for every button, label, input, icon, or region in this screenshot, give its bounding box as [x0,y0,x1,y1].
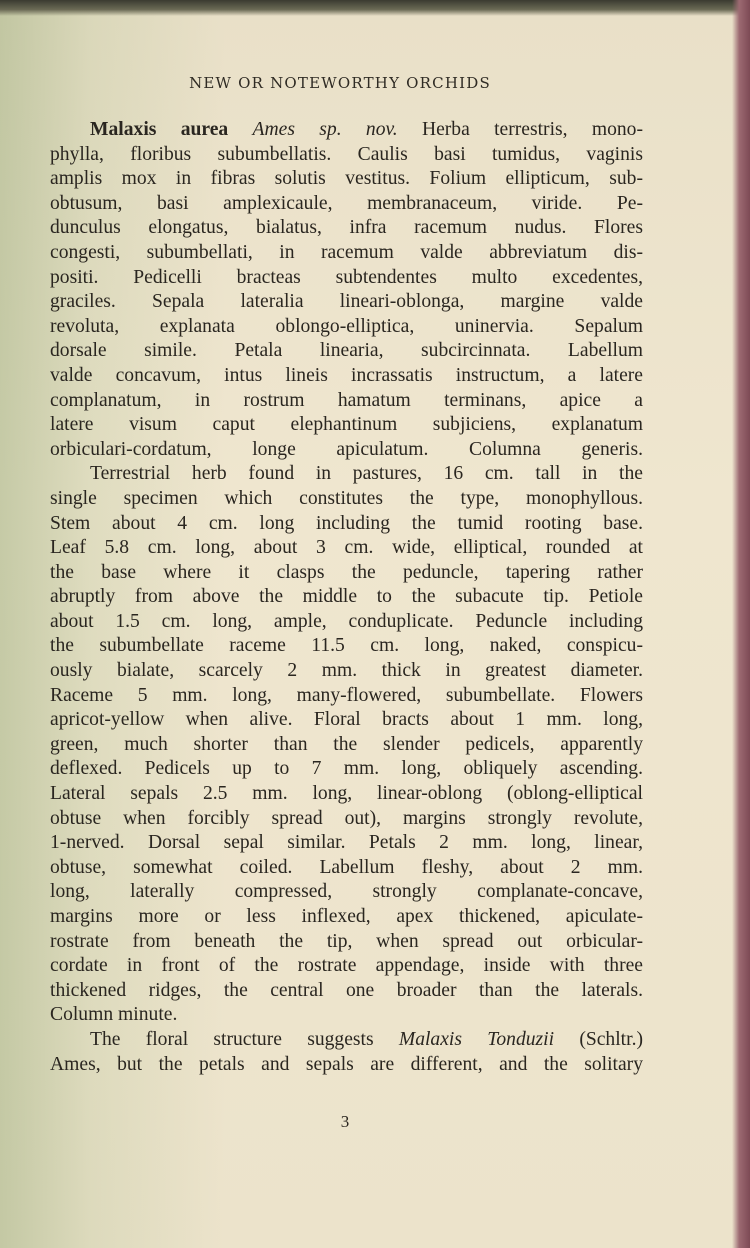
text-line: the subumbellate raceme 11.5 cm. long, naked, conspicu- [50,635,643,657]
text-line: apricot-yellow when alive. Floral bracts about 1 mm. long, [50,709,643,731]
text-line: deflexed. Pedicels up to 7 mm. long, obliquely ascending. [50,758,643,780]
related-species-name: Malaxis Tonduzii [398,1028,555,1050]
text-line: rostrate from beneath the tip, when spread out orbicular- [50,930,643,952]
text-line: about 1.5 cm. long, ample, conduplicate. Peduncle including [50,610,643,632]
text-line: phylla, floribus subumbellatis. Caulis basi tumidus, vaginis [50,143,643,165]
text-line: single specimen which constitutes the type, monophyllous. [50,487,643,509]
text-line: Ames, but the petals and sepals are different, and the solitary [50,1053,643,1075]
text-line: positi. Pedicelli bracteas subtendentes multo excedentes, [50,266,643,288]
page-number: 3 [340,1112,350,1131]
text-line: amplis mox in fibras solutis vestitus. Folium ellipticum, sub- [50,168,643,190]
text-line: 1-nerved. Dorsal sepal similar. Petals 2 mm. long, linear, [50,832,643,854]
text-line: Raceme 5 mm. long, many-flowered, subumbellate. Flowers [50,684,643,706]
species-authority: Ames sp. nov. [252,119,398,140]
text-line: abruptly from above the middle to the subacute tip. Petiole [50,586,643,608]
text-line: obtuse when forcibly spread out), margins strongly revolute, [50,807,643,829]
text-line: revoluta, explanata oblongo-elliptica, uninervia. Sepalum [50,315,643,337]
line-text: Herba terrestris, mono- [397,119,644,140]
text-line: long, laterally compressed, strongly complanate-concave, [50,881,643,903]
text-line: Lateral sepals 2.5 mm. long, linear-oblong (oblong-elliptical [50,783,643,805]
text-line: Stem about 4 cm. long including the tumid rooting base. [50,512,643,534]
text-line: ously bialate, scarcely 2 mm. thick in greatest diameter. [50,660,643,682]
text-line: obtusum, basi amplexicaule, membranaceum, viride. Pe- [50,192,643,214]
comparison-paragraph [50,1028,643,1077]
species-name: Malaxis aurea [90,119,229,140]
text-line: the base where it clasps the peduncle, tapering rather [50,561,643,583]
text-line: obtuse, somewhat coiled. Labellum fleshy, about 2 mm. [50,856,643,878]
text-line: green, much shorter than the slender pedicels, apparently [50,733,643,755]
text-line: congesti, subumbellati, in racemum valde abbreviatum dis- [50,241,643,263]
text-line: dorsale simile. Petala linearia, subcircinnata. Labellum [50,340,643,362]
text-line: cordate in front of the rostrate appendage, inside with three [50,955,643,977]
text-line: latere visum caput elephantinum subjiciens, explanatum [50,414,643,436]
latin-description-paragraph [50,118,643,462]
text-line: Terrestrial herb found in pastures, 16 cm. tall in the [90,463,643,485]
text-line: valde concavum, intus lineis incrassatis instructum, a latere [50,364,643,386]
text-line: graciles. Sepala lateralia lineari-oblonga, margine valde [50,291,643,313]
running-head: NEW OR NOTEWORTHY ORCHIDS [189,74,491,92]
line-text: The floral structure suggests [90,1028,399,1050]
text-line: complanatum, in rostrum hamatum terminans, apice a [50,389,643,411]
text-line: margins more or less inflexed, apex thickened, apiculate- [50,906,643,927]
text-line: dunculus elongatus, bialatus, infra racemum nudus. Flores [50,217,643,239]
text-line [50,118,643,143]
line-text: (Schltr.) [554,1028,643,1050]
page-top-shadow [0,0,750,16]
book-cover-edge [732,0,750,1248]
text-line: Leaf 5.8 cm. long, about 3 cm. wide, elliptical, rounded at [50,537,643,559]
text-line: thickened ridges, the central one broader than the laterals. [50,979,643,1001]
english-description-paragraph [50,462,643,1028]
text-line [50,1028,643,1053]
text-line: orbiculari-cordatum, longe apiculatum. Columna generis. [50,438,643,460]
body-text [50,118,643,1077]
text-line: Column minute. [50,1004,178,1026]
